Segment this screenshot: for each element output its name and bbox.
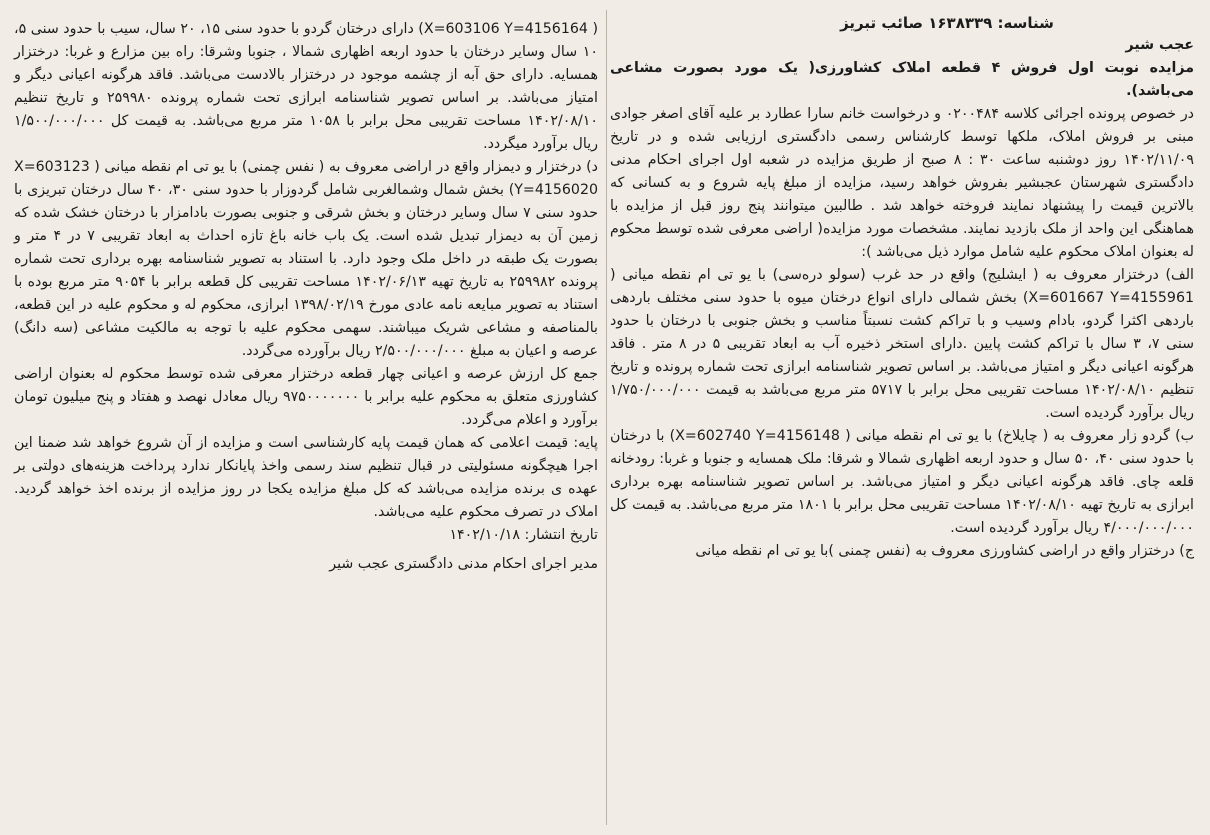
item-c-continuation: ( X=603106 Y=4156164) دارای درختان گردو با حدود سنی ۱۵، ۲۰ سال، سیب با حدود سنی ۵، ۱۰ سال وسایر درختان با حدود اربعه اظهاری شمالا ، جنوبا وشرقا: راه بین مزارع و غربا: درختزار همسایه. دارای حق آبه از چشمه موجود در درختزار بالادست می‌باشد. فاقد هرگونه اعیانی دیگر و امتیاز می‌باشد. بر اساس تصویر شناسنامه ابرازی تحت شماره پرونده ۲۵۹۹۸۰ و تاریخ تنظیم ۱۴۰۲/۰۸/۱۰ مساحت تقریبی محل برابر با ۱۰۵۸ متر مربع می‌باشد. به قیمت کل ۱/۵۰۰/۰۰۰/۰۰۰ ریال برآورد میگردد. — [14, 21, 598, 152]
publication-date: تاریخ انتشار: ۱۴۰۲/۱۰/۱۸ — [449, 527, 598, 543]
right-column — [610, 12, 1194, 563]
notice-title: مزایده نوبت اول فروش ۴ قطعه املاک کشاورزی( یک مورد بصورت مشاعی می‌باشد). — [610, 60, 1195, 99]
item-b: ب) گردو زار معروف به ( چایلاخ) با یو تی ام نقطه میانی ( X=602740 Y=4156148) با درختان با حدود سنی ۴۰، ۵۰ سال و حدود اربعه اظهاری شمالا و شرقا: ملک همسایه و جنوبا و غربا: رودخانه قلعه چای. فاقد هرگونه اعیانی دیگر و امتیاز می‌باشد. بر اساس تصویر شناسنامه بهره برداری ابرازی به تاریخ تهیه ۱۴۰۲/۰۸/۱۰ مساحت تقریبی محل برابر با ۱۸۰۱ متر مربع می‌باشد. به قیمت کل ۴/۰۰۰/۰۰۰/۰۰۰ ریال برآورد گردیده است. — [610, 428, 1195, 536]
item-c-start: ج) درختزار واقع در اراضی کشاورزی معروف به (نفس چمنی )با یو تی ام نقطه میانی — [695, 543, 1194, 559]
base-price-note: پایه: قیمت اعلامی که همان قیمت پایه کارشناسی است و مزایده از آن شروع خواهد شد ضمنا این اجرا هیچگونه مسئولیتی در قبال تنظیم سند رسمی واخذ پایانکار ندارد پرداخت هزینه‌های دولتی بر عهده ی برنده مزایده می‌باشد که کل مبلغ مزایده یکجا در روز مزایده از برنده اخذ خواهد گردید. املاک در تصرف محکوم علیه می‌باشد. — [14, 435, 598, 520]
signature: مدیر اجرای احکام مدنی دادگستری عجب شیر — [329, 556, 598, 572]
item-a: الف) درختزار معروف به ( ایشلیج) واقع در حد غرب (سولو دره‌سی) با یو تی ام نقطه میانی ( X=601667 Y=4155961) بخش شمالی دارای انواع درختان میوه با حدود سنی مختلف باردهی بارد‌هی اکثرا گردو، بادام وسیب و با تراکم کشت نسبتاً مناسب و بخش جنوبی با درختان با حدود سنی ۷، ۳ سال با تراکم کشت پایین .دارای استخر ذخیره آب به ابعاد تقریبی ۵ در ۸ متر . فاقد هرگونه اعیانی دیگر و امتیاز می‌باشد. بر اساس تصویر شناسنامه ابرازی تحت شماره پرونده و تاریخ تنظیم ۱۴۰۲/۰۸/۱۰ مساحت تقریبی محل برابر با ۵۷۱۷ متر مربع می‌باشد به قیمت ۱/۷۵۰/۰۰۰/۰۰۰ ریال برآورد گردیده است. — [610, 267, 1195, 421]
total-value: جمع کل ارزش عرصه و اعیانی چهار قطعه درختزار معرفی شده توسط محکوم له بعنوان اراضی کشاورزی متعلق به محکوم علیه برابر با ۹۷۵۰۰۰۰۰۰۰ ریال معادل نهصد و هفتاد و پنج میلیون تومان برآورد و اعلام می‌گردد. — [14, 366, 598, 428]
item-d: د) درختزار و دیمزار واقع در اراضی معروف به ( نفس چمنی) با یو تی ام نقطه میانی ( X=603123 Y=4156020) بخش شمال وشمالغربی شامل گردوزار با حدود سنی ۳۰، ۴۰ سال درختان تبریزی با حدود سنی ۷ سال وسایر درختان و بخش شرقی و جنوبی بصورت بادامزار با درختان خشک شده که زمین آن به دیمزار تبدیل شده است. یک باب خانه باغ تازه احداث به ابعاد تقریبی ۷ در ۴ متر و بصورت یک طبقه در داخل ملک وجود دارد. با استناد به تصویر شناسنامه بهره برداری تحت شماره پرونده ۲۵۹۹۸۲ به تاریخ تهیه ۱۴۰۲/۰۶/۱۳ مساحت تقریبی کل قطعه برابر با ۹۰۵۴ متر مربع بوده با استناد به تصویر مبایعه نامه عادی مورخ ۱۳۹۸/۰۲/۱۹ ابرازی، محکوم له و محکوم علیه در این قطعه، بالمناصفه و مشاعی شریک میباشند. سهمی محکوم علیه با توجه به مالکیت مشاعی (سه دانگ) عرصه و اعیان به مبلغ ۲/۵۰۰/۰۰۰/۰۰۰ ریال برآورده می‌گردد. — [14, 159, 599, 359]
left-column — [14, 18, 598, 576]
intro-paragraph: در خصوص پرونده اجرائی کلاسه ۰۲۰۰۴۸۴ و درخواست خانم سارا عطارد بر علیه آقای اصغر جوادی مبنی بر فروش املاک، ملکها توسط کارشناس رسمی دادگستری ارزیابی شده و در تاریخ ۱۴۰۲/۱۱/۰۹ روز دوشنبه ساعت ۳۰ : ۸ صبح از طریق مزایده در شعبه اول اجرای احکام مدنی دادگستری شهرستان عجبشیر بفروش خواهد رسید، مزایده از مبلغ پایه شروع و به کسانی که بالاترین قیمت را پیشنهاد نمایند فروخته خواهد شد . طالبین میتوانند پنج روز قبل از مزایده با هماهنگی این واحد از ملک بازدید نمایند. مشخصات مورد مزایده( اراضی معرفی شده توسط محکوم له بعنوان املاک محکوم علیه شامل موارد ذیل می‌باشد ): — [610, 106, 1194, 260]
city-name: عجب شیر — [1125, 37, 1194, 53]
notice-header: شناسه: ۱۶۳۸۳۳۹ صائب تبریز — [840, 14, 1054, 32]
column-divider — [606, 10, 607, 825]
